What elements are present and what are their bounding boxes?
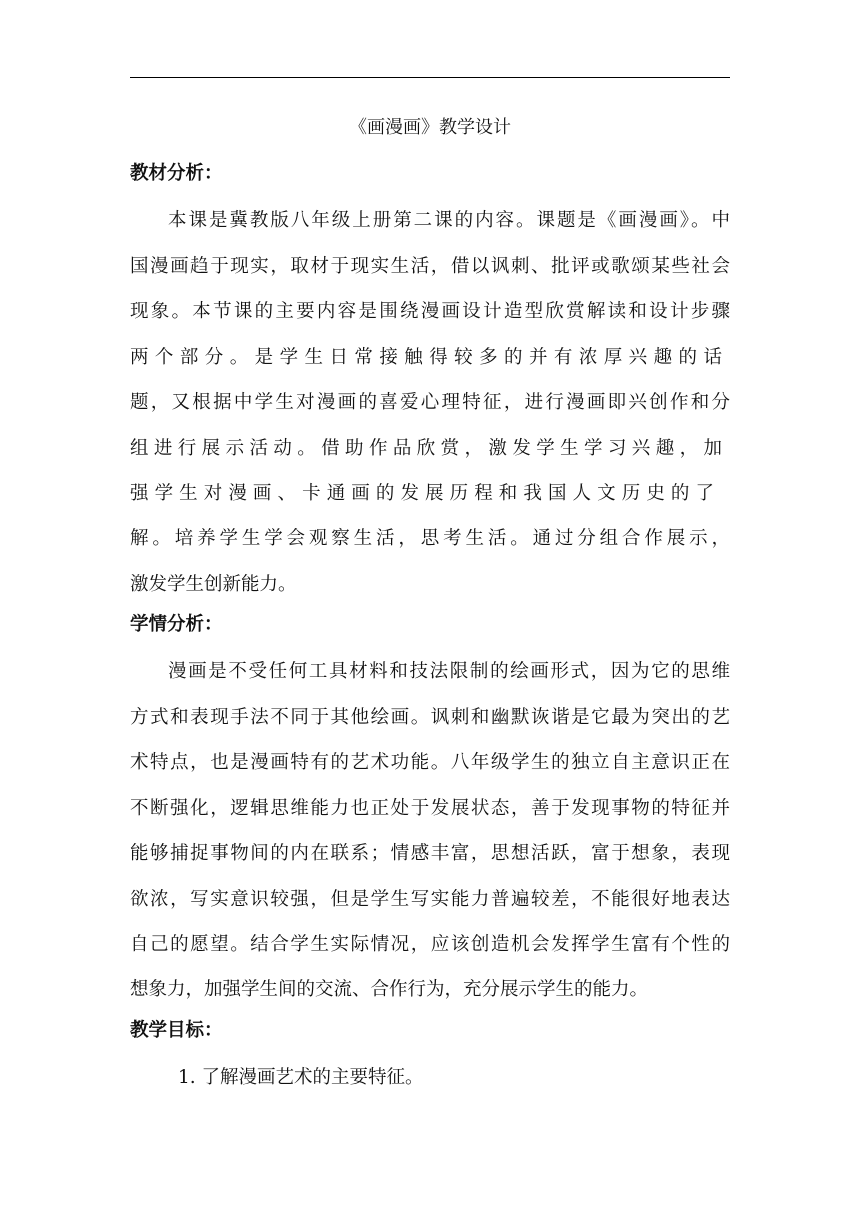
paragraph-line: 组进行展示活动。借助作品欣赏，激发学生学习兴趣，加: [130, 438, 722, 459]
goal-list-item: 1. 了解漫画艺术的主要特征。: [178, 1067, 424, 1088]
paragraph-line: 想象力，加强学生间的交流、合作行为，充分展示学生的能力。: [130, 979, 649, 1000]
section-heading-goals: 教学目标：: [130, 1020, 223, 1041]
paragraph-line: 能够捕捉事物间的内在联系；情感丰富，思想活跃，富于想象，表现: [130, 843, 730, 864]
paragraph-line: 欲浓，写实意识较强，但是学生写实能力普遍较差，不能很好地表达: [130, 889, 730, 910]
paragraph-line: 两个部分。是学生日常接触得较多的并有浓厚兴趣的话: [130, 347, 722, 368]
paragraph-line: 术特点，也是漫画特有的艺术功能。八年级学生的独立自主意识正在: [130, 752, 730, 773]
page-title: 《画漫画》教学设计: [349, 117, 511, 138]
section-heading-materials: 教材分析：: [130, 163, 223, 184]
paragraph-line: 国漫画趋于现实，取材于现实生活，借以讽刺、批评或歌颂某些社会: [130, 256, 730, 277]
paragraph-line: 方式和表现手法不同于其他绘画。讽刺和幽默诙谐是它最为突出的艺: [130, 707, 730, 728]
paragraph-line: 激发学生创新能力。: [130, 574, 297, 595]
paragraph-line: 题，又根据中学生对漫画的喜爱心理特征，进行漫画即兴创作和分: [130, 392, 730, 413]
paragraph-line: 漫画是不受任何工具材料和技法限制的绘画形式，因为它的思维: [168, 661, 730, 682]
paragraph-line: 不断强化，逻辑思维能力也正处于发展状态，善于发现事物的特征并: [130, 798, 730, 819]
section-heading-students: 学情分析：: [130, 614, 223, 635]
paragraph-line: 现象。本节课的主要内容是围绕漫画设计造型欣赏解读和设计步骤: [130, 301, 730, 322]
paragraph-line: 本课是冀教版八年级上册第二课的内容。课题是《画漫画》。中: [168, 210, 730, 231]
header-rule: [130, 77, 730, 78]
paragraph-line: 解。培养学生学会观察生活，思考生活。通过分组合作展示，: [130, 528, 730, 549]
paragraph-line: 强学生对漫画、卡通画的发展历程和我国人文历史的了: [130, 483, 714, 504]
paragraph-line: 自己的愿望。结合学生实际情况，应该创造机会发挥学生富有个性的: [130, 934, 730, 955]
